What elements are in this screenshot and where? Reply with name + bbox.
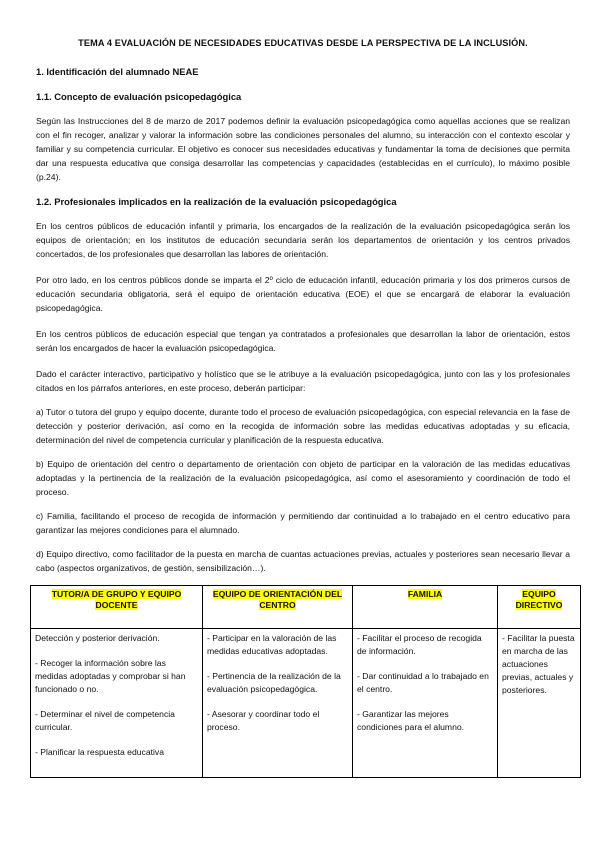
document-title: TEMA 4 EVALUACIÓN DE NECESIDADES EDUCATIVAS DESDE LA PERSPECTIVA DE LA INCLUSIÓN. [78,38,528,48]
list-item: - Participar en la valoración de las medidas educativas adoptadas. [207,633,337,656]
list-item: - Asesorar y coordinar todo el proceso. [207,709,320,732]
paragraph-eoe: Por otro lado, en los centros públicos donde se imparta el 2º ciclo de educación infantil, educación primaria y los dos primeros cursos de educación secundaria obligatoria, será el equipo de orientación educativa (EOE) el que se encargará de elaborar la evaluación psicopedagógica. [36,275,570,313]
header-directivo [498,586,581,629]
list-item: - Dar continuidad a lo trabajado en el centro. [357,671,489,694]
section-heading-1-1: 1.1. Concepto de evaluación psicopedagógica [36,91,242,102]
list-item: Detección y posterior derivación. [35,633,160,643]
paragraph-participants: Dado el carácter interactivo, participativo y holístico que se le atribuye a la evaluación psicopedagógica, junto con las y los profesionales citados en los párrafos anteriores, en este proceso, deberán participar: [36,369,570,393]
table-header-row [31,586,581,629]
paragraph-item-b: b) Equipo de orientación del centro o departamento de orientación con objeto de participar en la valoración de las medidas educativas adoptadas y la pertinencia de la realización de la evaluación psicopedagógica, así como el asesoramiento y coordinación de todo el proceso. [36,459,570,497]
cell-tutor [31,629,203,778]
cell-equipo [203,629,353,778]
paragraph-item-a: a) Tutor o tutora del grupo y equipo docente, durante todo el proceso de evaluación psicopedagógica, con especial relevancia en la fase de detección y posterior derivación, así como en la recogida de información sobre las medidas educativas adoptadas y su eficacia, determinación del nivel de competencia curricular y planificación de la respuesta educativa. [36,407,570,445]
cell-directivo [498,629,581,778]
header-tutor [31,586,203,629]
cell-familia [353,629,498,778]
paragraph-concept: Según las Instrucciones del 8 de marzo de 2017 podemos definir la evaluación psicopedagógica como aquellas acciones que se realizan con el fin recoger, analizar y valorar la información sobre las condiciones personales del alumno, su interacción con el contexto escolar y familiar y su competencia curricular. El objetivo es conocer sus necesidades educativas y fundamentar la toma de decisiones que permita dar una respuesta educativa que consiga desarrollar las competencias y capacidades (establecidas en el currículo), lo máximo posible (p.24). [36,116,570,182]
header-tutor-label: TUTOR/A DE GRUPO Y EQUIPO DOCENTE [51,589,182,610]
header-familia-label: FAMILIA [407,589,443,599]
header-directivo-label: EQUIPO DIRECTIVO [515,589,563,610]
roles-table [30,585,581,778]
section-heading-1: 1. Identificación del alumnado NEAE [36,66,199,77]
list-item: - Pertinencia de la realización de la evaluación psicopedagógica. [207,671,341,694]
header-equipo-label: EQUIPO DE ORIENTACIÓN DEL CENTRO [212,589,343,610]
header-equipo [203,586,353,629]
list-item: - Determinar el nivel de competencia curricular. [35,709,175,732]
paragraph-public-centers: En los centros públicos de educación infantil y primaria, los encargados de la realización de la evaluación psicopedagógica serán los equipos de orientación; en los institutos de educación secundaria serán los departamentos de orientación y los centros privados concertados, de los profesionales que desarrollan las labores de orientación. [36,221,570,259]
paragraph-item-d: d) Equipo directivo, como facilitador de la puesta en marcha de cuantas actuaciones previas, actuales y posteriores sean necesario llevar a cabo (aspectos organizativos, de gestión, sensibilización…). [36,549,570,573]
list-item: - Planificar la respuesta educativa [35,747,164,757]
header-familia [353,586,498,629]
section-heading-1-2: 1.2. Profesionales implicados en la realización de la evaluación psicopedagógica [36,196,397,207]
list-item: - Recoger la información sobre las medidas adoptadas y comprobar si han funcionado o no. [35,658,186,694]
list-item: - Garantizar las mejores condiciones para el alumno. [357,709,465,732]
list-item: - Facilitar la puesta en marcha de las actuaciones previas, actuales y posteriores. [502,633,575,695]
paragraph-item-c: c) Familia, facilitando el proceso de recogida de información y permitiendo dar continuidad a lo trabajado en el centro educativo para garantizar las mejores condiciones para el alumnado. [36,511,570,535]
table-row [31,629,581,778]
paragraph-special-education: En los centros públicos de educación especial que tengan ya contratados a profesionales que desarrollan la labor de orientación, estos serán los encargados de hacer la evaluación psicopedagógica. [36,329,570,353]
list-item: - Facilitar el proceso de recogida de información. [357,633,482,656]
